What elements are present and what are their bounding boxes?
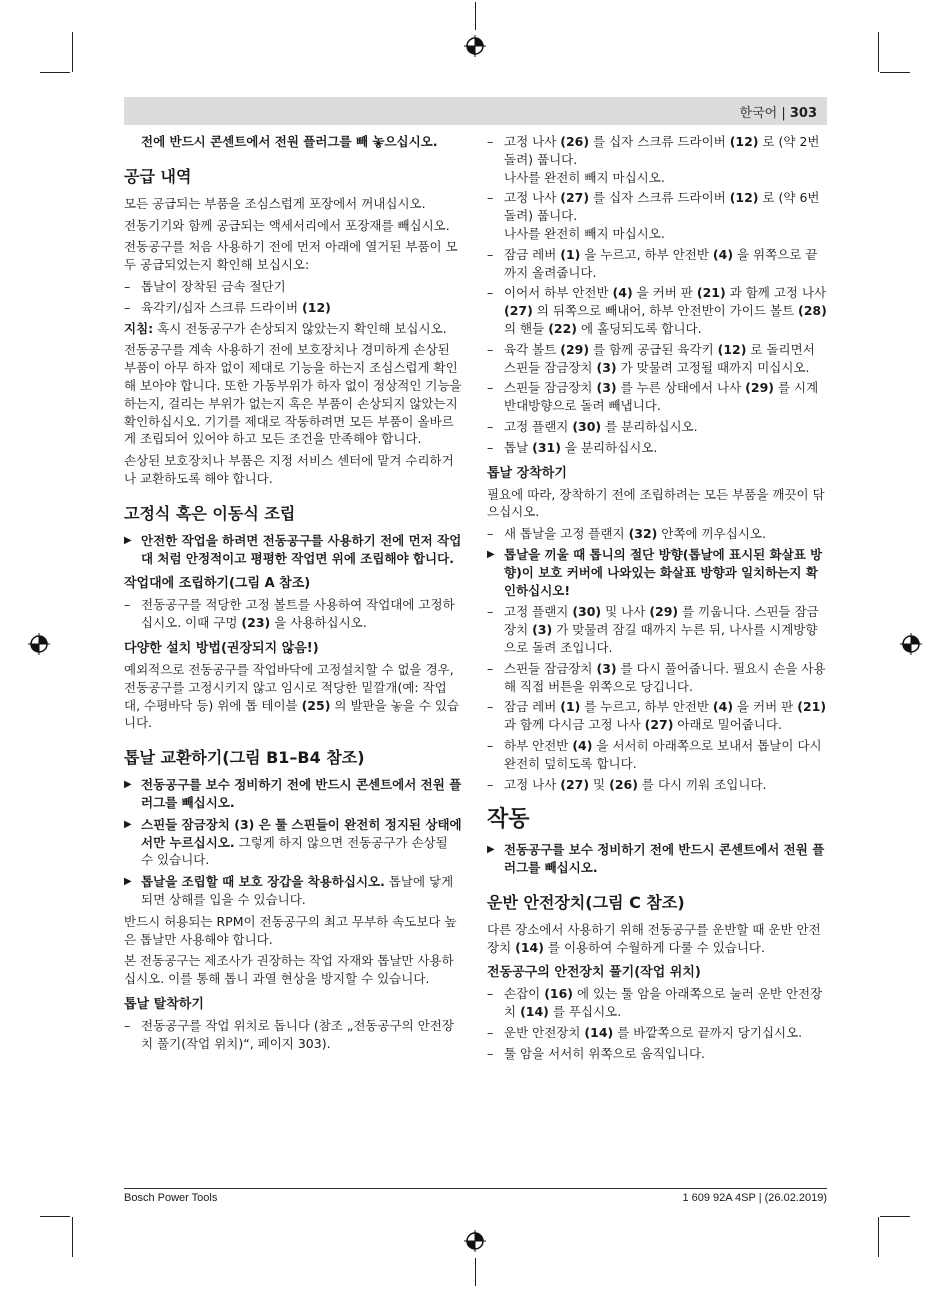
list-item: – 고정 플랜지 (30) 를 분리하십시오.: [487, 418, 827, 436]
list-item: – 고정 플랜지 (30) 및 나사 (29) 를 끼웁니다. 스핀들 잠금장치 (3) 가 맞물려 잠길 때까지 누른 뒤, 나사를 시계방향으로 돌려 조입니다.: [487, 603, 827, 656]
warning-item: ▶ 톱날을 끼울 때 톱니의 절단 방향(톱날에 표시된 화살표 방향)이 보호 커버에 나와있는 화살표 방향과 일치하는지 확인하십시오!: [487, 546, 827, 599]
list-item: – 톱날이 장착된 금속 절단기: [124, 278, 462, 296]
header-page-label: 한국어 | 303: [739, 106, 817, 121]
page-header: [124, 97, 827, 125]
footer-brand: Bosch Power Tools: [124, 1192, 218, 1204]
paragraph: 반드시 허용되는 RPM이 전동공구의 최고 무부하 속도보다 높은 톱날만 사용해야 합니다.: [124, 913, 457, 947]
registration-mark-icon: [28, 633, 50, 655]
paragraph: 모든 공급되는 부품을 조심스럽게 포장에서 꺼내십시오.: [124, 195, 426, 211]
registration-mark-icon: [900, 633, 922, 655]
warning-item: ▶ 전동공구를 보수 정비하기 전에 반드시 콘센트에서 전원 플러그를 빼십시오.: [124, 776, 462, 812]
page-number: 303: [789, 106, 817, 121]
list-item: – 육각 볼트 (29) 를 함께 공급된 육각키 (12) 로 돌리면서 스핀들 잠금장치 (3) 가 맞물려 고정될 때까지 미십시오.: [487, 341, 827, 377]
list-item: – 전동공구를 작업 위치로 돕니다 (참조 „전동공구의 안전장치 풀기(작업 위치)“, 페이지 303).: [124, 1017, 462, 1053]
crop-mark: [72, 32, 73, 72]
registration-mark-icon: [464, 35, 486, 57]
list-item: – 잠금 레버 (1) 를 누르고, 하부 안전반 (4) 을 커버 판 (21) 과 함께 다시금 고정 나사 (27) 아래로 밀어줍니다.: [487, 698, 827, 734]
list-item: – 하부 안전반 (4) 을 서서히 아래쪽으로 보내서 톱날이 다시 완전히 덮히도록 합니다.: [487, 737, 827, 773]
list-item: – 스핀들 잠금장치 (3) 를 누른 상태에서 나사 (29) 를 시계 반대방향으로 돌려 빼냅니다.: [487, 379, 827, 415]
section-heading-transport: 운반 안전장치(그림 C 참조): [487, 892, 685, 912]
paragraph: 예외적으로 전동공구를 작업바닥에 고정설치할 수 없을 경우, 전동공구를 고정시키지 않고 임시로 적당한 밑깔개(예: 작업대, 수평바닥 등) 위에 톱 테이블 (25) 의 발판을 놓을 수 있습니다.: [124, 661, 459, 731]
list-item: – 이어서 하부 안전반 (4) 을 커버 판 (21) 과 함께 고정 나사 (27) 의 뒤쪽으로 빼내어, 하부 안전반이 가이드 볼트 (28) 의 핸들 (22) 에 홀딩되도록 합니다.: [487, 284, 827, 337]
list-item: – 고정 나사 (27) 및 (26) 를 다시 끼워 조입니다.: [487, 776, 827, 794]
subheading-install: 톱날 장착하기: [487, 465, 567, 481]
list-item: – 새 톱날을 고정 플랜지 (32) 안쪽에 끼우십시오.: [487, 525, 827, 543]
crop-mark: [880, 1216, 910, 1217]
warning-item: ▶ 안전한 작업을 하려면 전동공구를 사용하기 전에 먼저 작업대 처럼 안정적이고 평평한 작업면 위에 조립해야 합니다.: [124, 532, 462, 568]
crop-mark: [878, 32, 879, 72]
paragraph: 전동공구를 계속 사용하기 전에 보호장치나 경미하게 손상된 부품이 아무 하자 없이 제대로 기능을 하는지 조심스럽게 확인해 보아야 합니다. 또한 가동부위가 하자 없이 정상적인 기능을 하는지, 걸리는 부위가 없는지 혹은 부품이 손상되지 않았는지 확인하십시오. 기기를 제대로 작동하려면 모든 부품이 올바르게 조립되어 있어야 하고 모든 조건을 만족해야 합니다.: [124, 342, 462, 447]
right-column: [487, 133, 827, 1066]
section-heading-operation: 작동: [487, 807, 530, 833]
list-item: – 잠금 레버 (1) 을 누르고, 하부 안전반 (4) 을 위쪽으로 끝까지 올려줍니다.: [487, 246, 827, 282]
list-item: – 육각키/십자 스크류 드라이버 (12): [124, 299, 462, 317]
header-language: 한국어: [739, 106, 778, 121]
left-column: [124, 133, 462, 1055]
footer-divider: [124, 1188, 827, 1189]
paragraph: 전동공구를 처음 사용하기 전에 먼저 아래에 열거된 부품이 모두 공급되었는지 확인해 보십시오:: [124, 239, 458, 273]
section-heading-supply: 공급 내역: [124, 166, 192, 186]
crop-mark: [40, 1216, 70, 1217]
paragraph: 본 전동공구는 제조사가 권장하는 작업 자재와 톱날만 사용하십시오. 이를 통해 톱니 과열 현상을 방지할 수 있습니다.: [124, 953, 454, 987]
paragraph: 전동기기와 함께 공급되는 액세서리에서 포장재를 빼십시오.: [124, 217, 450, 233]
crop-mark: [878, 1217, 879, 1257]
crop-mark: [40, 72, 70, 73]
subheading-bench: 작업대에 조립하기(그림 A 참조): [124, 576, 311, 592]
list-item: – 고정 나사 (27) 를 십자 스크류 드라이버 (12) 로 (약 6번 돌려) 풉니다. 나사를 완전히 빼지 마십시오.: [487, 189, 827, 242]
subheading-remove: 톱날 탈착하기: [124, 996, 204, 1012]
note-paragraph: 지침: 혹시 전동공구가 손상되지 않았는지 확인해 보십시오.: [124, 320, 447, 336]
section-heading-blade-change: 톱날 교환하기(그림 B1–B4 참조): [124, 748, 365, 768]
warning-item: ▶ 전동공구를 보수 정비하기 전에 반드시 콘센트에서 전원 플러그를 빼십시오.: [487, 841, 827, 877]
list-item: – 톱날 (31) 을 분리하십시오.: [487, 439, 827, 457]
subheading-variant: 다양한 설치 방법(권장되지 않음!): [124, 640, 319, 656]
paragraph: 다른 장소에서 사용하기 위해 전동공구를 운반할 때 운반 안전장치 (14) 를 이용하여 수월하게 다룰 수 있습니다.: [487, 921, 821, 955]
crop-mark: [880, 72, 910, 73]
list-item: – 손잡이 (16) 에 있는 툴 암을 아래쪽으로 눌러 운반 안전장치 (14) 를 푸십시오.: [487, 985, 827, 1021]
paragraph: 필요에 따라, 장착하기 전에 조립하려는 모든 부품을 깨끗이 닦으십시오.: [487, 486, 825, 520]
warning-item: ▶ 스핀들 잠금장치 (3) 은 툴 스핀들이 완전히 정지된 상태에서만 누르십시오. 그렇게 하지 않으면 전동공구가 손상될 수 있습니다.: [124, 816, 462, 869]
footer-doc-code: 1 609 92A 4SP | (26.02.2019): [682, 1192, 827, 1204]
list-item: – 툴 암을 서서히 위쪽으로 움직입니다.: [487, 1045, 827, 1063]
list-item: – 스핀들 잠금장치 (3) 를 다시 풀어줍니다. 필요시 손을 사용해 직접 버튼을 위쪽으로 당깁니다.: [487, 660, 827, 696]
subheading-release: 전동공구의 안전장치 풀기(작업 위치): [487, 965, 701, 981]
list-item: – 전동공구를 적당한 고정 볼트를 사용하여 작업대에 고정하십시오. 이때 구멍 (23) 을 사용하십시오.: [124, 596, 462, 632]
registration-mark-icon: [464, 1230, 486, 1252]
list-item: – 운반 안전장치 (14) 를 바깥쪽으로 끝까지 당기십시오.: [487, 1024, 827, 1042]
crop-mark: [72, 1217, 73, 1257]
intro-warning: 전에 반드시 콘센트에서 전원 플러그를 빼 놓으십시오.: [141, 134, 438, 149]
list-item: – 고정 나사 (26) 를 십자 스크류 드라이버 (12) 로 (약 2번 돌려) 풉니다. 나사를 완전히 빼지 마십시오.: [487, 133, 827, 186]
section-heading-mount: 고정식 혹은 이동식 조립: [124, 503, 296, 523]
crop-mark: [475, 2, 476, 30]
warning-item: ▶ 톱날을 조립할 때 보호 장갑을 착용하십시오. 톱날에 닿게 되면 상해를 입을 수 있습니다.: [124, 873, 462, 909]
crop-mark: [475, 1258, 476, 1286]
paragraph: 손상된 보호장치나 부품은 지정 서비스 센터에 맡겨 수리하거나 교환하도록 해야 합니다.: [124, 453, 454, 486]
